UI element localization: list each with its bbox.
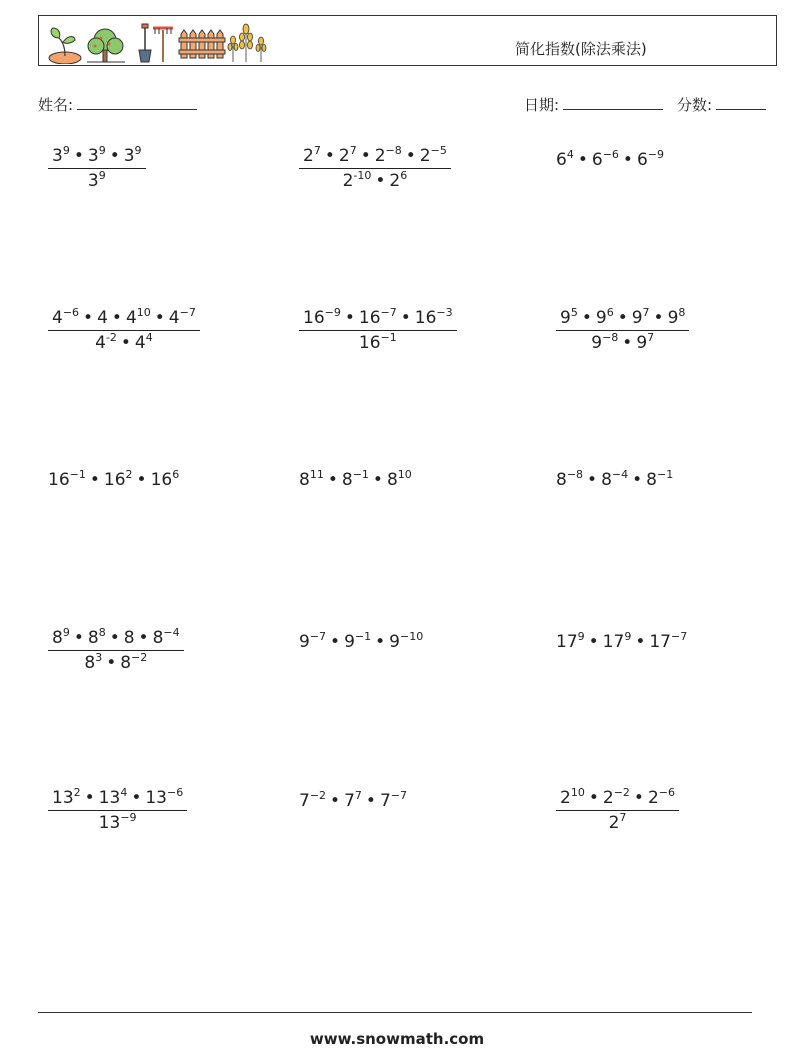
multiply-dot: • [131, 788, 142, 808]
power-term [636, 333, 654, 353]
power-term [596, 308, 614, 328]
base: 2 [342, 171, 354, 191]
exponent: −6 [658, 786, 675, 799]
exponent: 5 [570, 306, 578, 319]
exponent: 4 [145, 331, 153, 344]
base: 7 [299, 791, 310, 811]
multiply-dot: • [588, 788, 599, 808]
power-term [556, 470, 583, 490]
problem-expression [299, 468, 412, 490]
fraction [556, 786, 679, 833]
power-term [560, 308, 578, 328]
power-term [601, 470, 628, 490]
power-term [556, 632, 585, 652]
problem-expression [299, 789, 407, 811]
denominator [48, 331, 200, 352]
base: 8 [152, 628, 164, 648]
exponent: 9 [62, 144, 70, 157]
base: 6 [591, 150, 603, 170]
exponent: −2 [309, 789, 327, 802]
power-term [343, 171, 372, 191]
exponent: 6 [400, 169, 408, 182]
power-term [104, 470, 133, 490]
power-term [560, 788, 585, 808]
base: 17 [649, 632, 671, 652]
power-term [299, 632, 326, 652]
base: 13 [145, 788, 167, 808]
base: 4 [168, 308, 180, 328]
multiply-dot: • [632, 470, 643, 490]
base: 16 [358, 308, 381, 328]
exponent: 10 [570, 786, 585, 799]
numerator [48, 144, 146, 169]
power-term [120, 653, 147, 673]
exponent: −9 [120, 811, 137, 824]
exponent: −1 [352, 468, 369, 481]
fraction [48, 786, 187, 833]
exponent: 7 [647, 331, 655, 344]
exponent: 8 [98, 626, 106, 639]
power-term [95, 333, 117, 353]
date-line[interactable] [563, 95, 663, 110]
multiply-dot: • [330, 632, 341, 652]
problem-expression [299, 630, 424, 652]
exponent: −8 [385, 144, 402, 157]
multiply-dot: • [106, 653, 117, 673]
header-box [38, 15, 777, 66]
denominator [556, 331, 689, 352]
problem-expression [48, 626, 184, 673]
multiply-dot: • [154, 308, 165, 328]
multiply-dot: • [330, 791, 341, 811]
power-term [389, 171, 407, 191]
tree-icon [87, 29, 125, 62]
base: 7 [344, 791, 355, 811]
base: 2 [338, 146, 350, 166]
power-term [124, 146, 142, 166]
multiply-dot: • [588, 632, 599, 652]
base: 6 [636, 150, 648, 170]
problem-expression [556, 148, 664, 170]
multiply-dot: • [577, 150, 588, 170]
power-term [637, 150, 664, 170]
power-term [97, 308, 108, 328]
exponent: −9 [647, 148, 664, 161]
date-label: 日期: [524, 96, 560, 114]
power-term [592, 150, 619, 170]
base: 7 [379, 791, 391, 811]
multiply-dot: • [581, 308, 592, 328]
exponent: −7 [380, 306, 397, 319]
exponent: −7 [179, 306, 196, 319]
footer-url: www.snowmath.com [309, 1030, 485, 1048]
rake-icon [153, 28, 173, 62]
exponent: 7 [642, 306, 650, 319]
exponent: 6 [606, 306, 614, 319]
power-term [632, 308, 650, 328]
multiply-dot: • [324, 146, 335, 166]
denominator [48, 811, 187, 832]
power-term [88, 171, 106, 191]
base: 6 [556, 150, 567, 170]
multiply-dot: • [622, 333, 633, 353]
multiply-dot: • [73, 628, 84, 648]
base: 9 [631, 308, 643, 328]
numerator [48, 306, 200, 331]
power-term [84, 653, 102, 673]
base: 17 [602, 632, 625, 652]
power-term [124, 628, 135, 648]
exponent: 9 [624, 630, 632, 643]
garden-illustration [43, 20, 273, 64]
exponent: −4 [611, 468, 629, 481]
numerator [48, 786, 187, 811]
exponent: -10 [353, 169, 372, 182]
power-term [339, 146, 357, 166]
exponent: −8 [602, 331, 619, 344]
problem-expression [48, 306, 200, 353]
exponent: 9 [62, 626, 70, 639]
exponent: −2 [613, 786, 630, 799]
exponent: −10 [399, 630, 424, 643]
power-term [52, 628, 70, 648]
power-term [603, 632, 632, 652]
power-term [609, 813, 627, 833]
base: 9 [560, 308, 571, 328]
exponent: 2 [73, 786, 81, 799]
base: 2 [419, 146, 431, 166]
exponent: 7 [354, 789, 362, 802]
base: 3 [52, 146, 63, 166]
problem-expression [299, 144, 451, 191]
exponent: −1 [380, 331, 397, 344]
exponent: 10 [397, 468, 412, 481]
exponent: −5 [430, 144, 447, 157]
multiply-dot: • [635, 632, 646, 652]
multiply-dot: • [138, 628, 149, 648]
base: 16 [303, 308, 325, 328]
power-term [646, 470, 673, 490]
base: 4 [95, 333, 106, 353]
multiply-dot: • [372, 470, 383, 490]
base: 16 [150, 470, 173, 490]
name-field [38, 94, 197, 115]
denominator [299, 331, 457, 352]
power-term [153, 628, 180, 648]
base: 9 [595, 308, 607, 328]
exponent: −3 [436, 306, 453, 319]
base: 3 [87, 146, 99, 166]
power-term [668, 308, 686, 328]
multiply-dot: • [633, 788, 644, 808]
denominator [48, 651, 184, 672]
exponent: −8 [566, 468, 584, 481]
power-term [344, 632, 371, 652]
exponent: 7 [619, 811, 627, 824]
problem-expression [48, 786, 187, 833]
power-term [591, 333, 618, 353]
power-term [603, 788, 630, 808]
fraction [48, 626, 184, 673]
problem-expression [556, 306, 689, 353]
numerator [299, 144, 451, 169]
multiply-dot: • [109, 146, 120, 166]
power-term [359, 308, 397, 328]
power-term [389, 632, 423, 652]
exponent: 2 [125, 468, 133, 481]
numerator [556, 786, 679, 811]
multiply-dot: • [111, 308, 122, 328]
multiply-dot: • [344, 308, 355, 328]
base: 9 [299, 632, 310, 652]
base: 8 [120, 653, 132, 673]
base: 2 [303, 146, 314, 166]
exponent: −1 [354, 630, 372, 643]
base: 8 [386, 470, 398, 490]
base: 16 [358, 333, 381, 353]
footer-divider [38, 1012, 752, 1013]
problem-expression [48, 144, 146, 191]
multiply-dot: • [405, 146, 416, 166]
exponent: 3 [95, 651, 103, 664]
exponent: 4 [120, 786, 128, 799]
base: 16 [48, 470, 70, 490]
fraction [48, 144, 146, 191]
multiply-dot: • [84, 788, 95, 808]
score-label: 分数: [677, 96, 713, 114]
score-line[interactable] [716, 95, 766, 110]
power-term [648, 788, 675, 808]
power-term [135, 333, 153, 353]
base: 3 [87, 171, 99, 191]
exponent: 9 [98, 169, 106, 182]
multiply-dot: • [375, 171, 386, 191]
power-term [303, 146, 321, 166]
base: 2 [647, 788, 659, 808]
exponent: 8 [678, 306, 686, 319]
problem-expression [556, 630, 688, 652]
base: 9 [667, 308, 679, 328]
power-term [99, 813, 137, 833]
base: 9 [344, 632, 355, 652]
base: 8 [646, 470, 657, 490]
power-term [151, 470, 180, 490]
base: 4 [134, 333, 146, 353]
base: 2 [374, 146, 386, 166]
exponent: 9 [577, 630, 585, 643]
base: 2 [389, 171, 401, 191]
power-term [169, 308, 196, 328]
base: 17 [556, 632, 578, 652]
exponent: 7 [349, 144, 357, 157]
base: 2 [602, 788, 614, 808]
fraction [299, 306, 457, 353]
base: 4 [125, 308, 137, 328]
fraction [48, 306, 200, 353]
denominator [299, 169, 451, 190]
base: 2 [608, 813, 620, 833]
exponent: −1 [69, 468, 86, 481]
exponent: −9 [324, 306, 341, 319]
power-term [375, 146, 402, 166]
name-line[interactable] [77, 95, 197, 110]
exponent: -2 [105, 331, 117, 344]
problem-expression [48, 468, 180, 490]
power-term [299, 791, 326, 811]
shovel-icon [139, 24, 151, 62]
base: 8 [123, 628, 135, 648]
power-term [299, 470, 324, 490]
power-term [145, 788, 183, 808]
exponent: −4 [163, 626, 180, 639]
multiply-dot: • [653, 308, 664, 328]
power-term [99, 788, 128, 808]
multiply-dot: • [617, 308, 628, 328]
base: 9 [636, 333, 648, 353]
exponent: 9 [98, 144, 106, 157]
base: 16 [414, 308, 437, 328]
multiply-dot: • [375, 632, 386, 652]
power-term [52, 788, 81, 808]
multiply-dot: • [136, 470, 147, 490]
exponent: 6 [172, 468, 180, 481]
power-term [342, 470, 369, 490]
exponent: 4 [566, 148, 574, 161]
power-term [420, 146, 447, 166]
denominator [48, 169, 146, 190]
base: 8 [341, 470, 353, 490]
multiply-dot: • [73, 146, 84, 166]
exponent: 9 [134, 144, 142, 157]
power-term [387, 470, 412, 490]
base: 8 [601, 470, 612, 490]
multiply-dot: • [400, 308, 411, 328]
base: 8 [299, 470, 310, 490]
base: 2 [560, 788, 571, 808]
exponent: 11 [309, 468, 324, 481]
power-term [344, 791, 362, 811]
power-term [380, 791, 407, 811]
base: 13 [98, 788, 121, 808]
multiply-dot: • [109, 628, 120, 648]
base: 8 [52, 628, 63, 648]
sprout-icon [49, 28, 81, 64]
name-label: 姓名: [38, 96, 74, 114]
fraction [299, 144, 451, 191]
exponent: −7 [670, 630, 688, 643]
base: 4 [97, 308, 108, 328]
power-term [52, 146, 70, 166]
multiply-dot: • [365, 791, 376, 811]
problem-expression [556, 468, 674, 490]
base: 8 [87, 628, 99, 648]
power-term [303, 308, 341, 328]
multiply-dot: • [89, 470, 100, 490]
power-term [126, 308, 151, 328]
power-term [556, 150, 574, 170]
multiply-dot: • [587, 470, 598, 490]
numerator [556, 306, 689, 331]
problem-expression [299, 306, 457, 353]
exponent: −7 [390, 789, 407, 802]
exponent: −1 [656, 468, 674, 481]
base: 8 [556, 470, 567, 490]
base: 13 [52, 788, 74, 808]
base: 16 [103, 470, 126, 490]
exponent: −6 [166, 786, 184, 799]
score-field [677, 94, 766, 115]
power-term [52, 308, 79, 328]
base: 9 [591, 333, 603, 353]
exponent: −6 [602, 148, 619, 161]
multiply-dot: • [327, 470, 338, 490]
power-term [649, 632, 687, 652]
power-term [415, 308, 453, 328]
problem-expression [556, 786, 679, 833]
power-term [48, 470, 86, 490]
worksheet-title: 简化指数(除法乘法) [515, 40, 647, 58]
multiply-dot: • [622, 150, 633, 170]
base: 4 [52, 308, 63, 328]
multiply-dot: • [120, 333, 131, 353]
exponent: 7 [313, 144, 321, 157]
base: 3 [123, 146, 135, 166]
base: 8 [84, 653, 96, 673]
exponent: −6 [62, 306, 80, 319]
power-term [359, 333, 397, 353]
exponent: 10 [136, 306, 151, 319]
fence-icon [179, 30, 225, 58]
multiply-dot: • [83, 308, 94, 328]
power-term [88, 146, 106, 166]
multiply-dot: • [360, 146, 371, 166]
power-term [88, 628, 106, 648]
numerator [299, 306, 457, 331]
fraction [556, 306, 689, 353]
denominator [556, 811, 679, 832]
exponent: −2 [131, 651, 148, 664]
base: 13 [98, 813, 121, 833]
numerator [48, 626, 184, 651]
wheat-icon [228, 24, 266, 62]
date-field [524, 94, 663, 115]
exponent: −7 [309, 630, 327, 643]
base: 9 [389, 632, 400, 652]
